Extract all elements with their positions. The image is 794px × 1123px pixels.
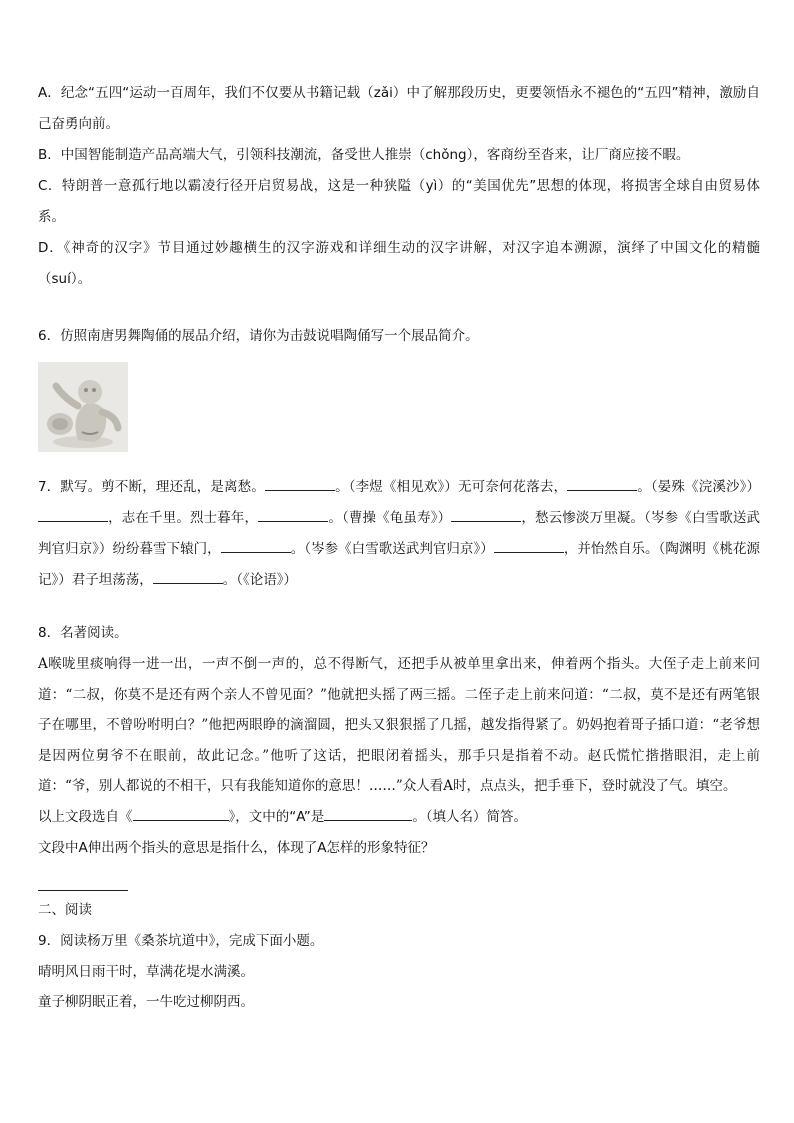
exam-page <box>38 78 760 1018</box>
q5-option-a: A．纪念“五四“运动一百周年，我们不仅要从书籍记载（zǎi）中了解那段历史，更要领悟永不褪色的“五四”精神，激励自己奋勇向前。 <box>38 85 760 132</box>
q8-question: 文段中A伸出两个指头的意思是指什么，体现了A怎样的形象特征？ <box>38 839 435 856</box>
q7-blank-8[interactable] <box>153 569 223 584</box>
q8-blank-person[interactable] <box>324 806 412 821</box>
q8-blank-book[interactable] <box>133 806 229 821</box>
q8-fill: 以上文段选自《 》，文中的“A”是 。（填人名）简答。 <box>38 802 760 833</box>
q7-dictation: 7．默写。剪不断，理还乱，是离愁。 。（李煜《相见欢》）无可奈何花落去， 。（晏殊《浣溪沙》），志在千里。烈士暮年， 。（曹操《龟虽寿》） ，愁云惨淡万里凝。（岑参《白雪歌送武判官归京》）纷纷暮雪下辕门， 。（岑参《白雪歌送武判官归京》） ，并怡然自乐。（陶渊明《桃花源记》）君子坦荡荡， 。（《论语》） <box>38 472 760 596</box>
q7-blank-5[interactable] <box>451 507 521 522</box>
q5-option-c: C．特朗普一意孤行地以霸凌行径开启贸易战，这是一种狭隘（yì）的“美国优先”思想的体现，将损害全球自由贸易体系。 <box>38 178 760 225</box>
q7-blank-4[interactable] <box>258 507 328 522</box>
q7-blank-3[interactable] <box>38 507 108 522</box>
q9-poem-line-1: 晴明风日雨干时，草满花堤水满溪。 <box>38 963 254 980</box>
q9-poem-line-2: 童子柳阴眠正着，一牛吃过柳阴西。 <box>38 994 254 1010</box>
q7-blank-6[interactable] <box>221 538 291 553</box>
q9-title: 9．阅读杨万里《桑茶坑道中》，完成下面小题。 <box>38 932 324 949</box>
q5-option-d: D．《神奇的汉字》节目通过妙趣横生的汉字游戏和详细生动的汉字讲解，对汉字追本溯源，演绎了中国文化的精髓（suí）。 <box>38 240 760 287</box>
q5-option-b: B．中国智能制造产品高端大气，引领科技潮流，备受世人推崇（chǒng），客商纷至沓来，让厂商应接不暇。 <box>38 147 690 163</box>
q7-blank-7[interactable] <box>494 538 564 553</box>
q6-prompt: 6．仿照南唐男舞陶俑的展品介绍，请你为击鼓说唱陶俑写一个展品简介。 <box>38 328 479 344</box>
q8-title: 8．名著阅读。 <box>38 625 128 641</box>
q7-blank-1[interactable] <box>265 476 335 491</box>
drum-storyteller-figurine-icon <box>38 362 128 452</box>
section-2-heading: 二、阅读 <box>38 901 92 918</box>
q8-passage: A喉咙里痰响得一进一出，一声不倒一声的，总不得断气，还把手从被单里拿出来，伸着两个指头。大侄子走上前来问道：“二叔，你莫不是还有两个亲人不曾见面？”他就把头摇了两三摇。二侄子走上前来问道：“二叔，莫不是还有两笔银子在哪里，不曾吩咐明白？”他把两眼睁的滴溜圆，把头又狠狠摇了几摇，越发指得紧了。奶妈抱着哥子插口道：“老爷想是因两位舅爷不在眼前，故此记念。”他听了这话，把眼闭着摇头，那手只是指着不动。赵氏慌忙揩揩眼泪，走上前道：“爷，别人都说的不相干，只有我能知道你的意思！……”众人看A时，点点头，把手垂下，登时就没了气。填空。 <box>38 656 760 794</box>
figurine-image <box>38 362 128 452</box>
answer-line[interactable] <box>38 890 128 891</box>
q7-blank-2[interactable] <box>567 476 637 491</box>
